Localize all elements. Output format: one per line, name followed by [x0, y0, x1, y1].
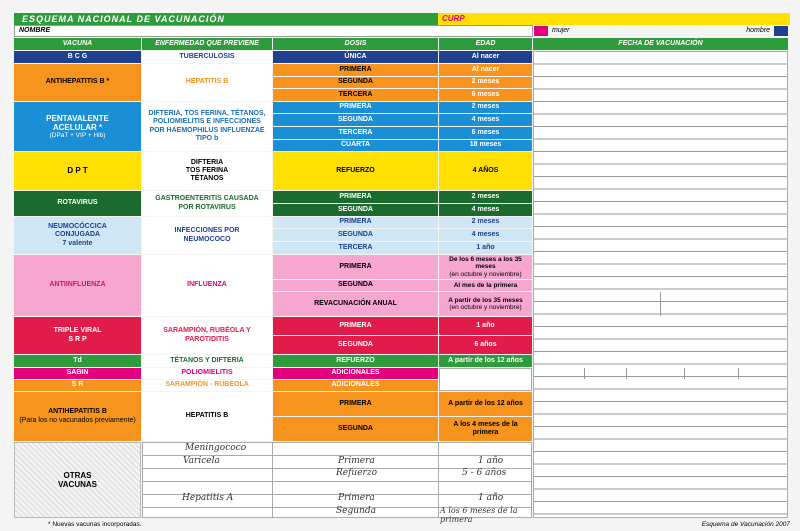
dose-neumo-3: TERCERA	[273, 242, 438, 254]
dose-sabin-1: ADICIONALES	[273, 368, 438, 379]
otras-disease-varicela: Varicela	[183, 456, 220, 466]
vaccine-name-flu: ANTIINFLUENZA	[14, 255, 141, 316]
age-flu-3-sub: (en octubre y noviembre)	[449, 304, 522, 311]
dose-dpt-1: REFUERZO	[273, 152, 438, 190]
age-srp-2: 6 años	[439, 336, 532, 354]
vaccine-name-hepb-adult	[14, 392, 141, 441]
hombre-checkbox[interactable]	[774, 26, 788, 36]
dose-neumo-2: SEGUNDA	[273, 229, 438, 241]
vaccine-name-penta	[14, 102, 141, 151]
vaccine-name-neumo-sub: 7 valente	[62, 239, 93, 247]
dose-bcg-1: ÚNICA	[273, 51, 438, 63]
age-penta-2: 4 meses	[439, 114, 532, 126]
age-flu-1-sub: (en octubre y noviembre)	[449, 270, 522, 278]
dose-rota-1: PRIMERA	[273, 191, 438, 203]
dose-flu-1: PRIMERA	[273, 255, 438, 279]
disease-hepb-adult: HEPATITIS B	[142, 392, 272, 441]
dose-hepb-adult-1: PRIMERA	[273, 392, 438, 416]
header-fecha: FECHA DE VACUNACIÓN	[533, 38, 788, 50]
otras-disease-meningococo: Meningococo	[185, 443, 247, 453]
otras-age-hepa-1: 1 año	[478, 493, 504, 503]
fecha-grid-divider-4	[684, 368, 685, 379]
sabin-age-box[interactable]	[439, 368, 532, 391]
title-bar	[14, 13, 438, 25]
otras-dose-varicela-2: Refuerzo	[336, 468, 378, 478]
dose-sr-1: ADICIONALES	[273, 380, 438, 391]
dose-flu-2: SEGUNDA	[273, 280, 438, 291]
footer-edition: Esquema de Vacunación 2007	[701, 521, 790, 528]
vaccine-name-neumo-main: NEUMOCÓCCICA CONJUGADA	[48, 223, 107, 239]
age-flu-3-main: A partir de los 35 meses	[448, 296, 523, 304]
dose-neumo-1: PRIMERA	[273, 217, 438, 228]
age-hepb-adult-1: A partir de los 12 años	[439, 392, 532, 416]
vaccine-name-sabin: SABIN	[14, 368, 141, 379]
disease-sabin: POLIOMIELITIS	[142, 368, 272, 379]
header-vacuna: VACUNA	[14, 38, 141, 50]
dose-srp-2: SEGUNDA	[273, 336, 438, 354]
card-title: ESQUEMA NACIONAL DE VACUNACIÓN	[22, 14, 225, 24]
age-flu-3	[439, 292, 532, 316]
dose-hepb-2: SEGUNDA	[273, 77, 438, 88]
dose-rota-2: SEGUNDA	[273, 204, 438, 216]
otras-dose-hepa-1: Primera	[338, 493, 375, 503]
dose-hepb-1: PRIMERA	[273, 65, 438, 76]
curp-label: CURP	[442, 14, 465, 23]
disease-flu: INFLUENZA	[142, 255, 272, 316]
otras-col-line-2	[438, 442, 439, 518]
age-hepb-1: 2 meses	[439, 77, 532, 88]
dose-penta-3: TERCERA	[273, 127, 438, 139]
nombre-label: NOMBRE	[19, 27, 51, 34]
vaccine-name-srp	[14, 317, 141, 354]
dose-penta-4: CUARTA	[273, 140, 438, 151]
vaccine-name-bcg: B C G	[14, 51, 141, 63]
disease-sr: SARAMPIÓN - RUBÉOLA	[142, 380, 272, 391]
age-rota-2: 4 meses	[439, 204, 532, 216]
otras-dose-varicela-1: Primera	[338, 456, 375, 466]
disease-penta: DIFTERIA, TOS FERINA, TÉTANOS, POLIOMIELITIS E INFECCIONES POR HAEMOPHILUS INFLUENZAE TIPO b	[142, 102, 272, 151]
dose-penta-2: SEGUNDA	[273, 114, 438, 126]
disease-td: TÉTANOS Y DIFTERIA	[142, 355, 272, 367]
fecha-grid-divider-3	[626, 368, 627, 379]
age-flu-2: Al mes de la primera	[439, 280, 532, 291]
vaccine-name-hepb-adult-main: ANTIHEPATITIS B	[48, 408, 107, 416]
vaccine-name-neumo	[14, 217, 141, 254]
vaccine-name-dpt: D P T	[14, 152, 141, 190]
vaccine-name-hepb: ANTIHEPATITIS B *	[14, 64, 141, 101]
curp-field[interactable]	[438, 13, 790, 25]
vaccine-name-sr: S R	[14, 380, 141, 391]
otras-row-line-3	[142, 481, 532, 482]
disease-srp: SARAMPIÓN, RUBÉOLA Y PAROTIDITIS	[142, 317, 272, 354]
age-rota-1: 2 meses	[439, 191, 532, 203]
mujer-checkbox[interactable]	[534, 26, 548, 36]
otras-age-varicela-1: 1 año	[478, 456, 504, 466]
age-flu-1	[439, 255, 532, 279]
footer-note: * Nuevas vacunas incorporadas.	[48, 521, 142, 528]
age-hepb-0: Al nacer	[439, 64, 532, 76]
fecha-grid-divider-1	[660, 292, 661, 316]
vaccine-name-penta-sub: (DPaT + VIP + Hib)	[49, 131, 106, 139]
age-neumo-1: 2 meses	[439, 217, 532, 228]
fecha-grid-divider-5	[738, 368, 739, 379]
vaccine-name-rota: ROTAVIRUS	[14, 191, 141, 216]
disease-hepb: HEPATITIS B	[142, 64, 272, 101]
fecha-grid[interactable]	[533, 51, 788, 518]
dose-srp-1: PRIMERA	[273, 317, 438, 335]
otras-age-varicela-2: 5 - 6 años	[462, 468, 507, 478]
otras-disease-hepatitis-a: Hepatitis A	[182, 493, 234, 503]
vaccine-name-td: Td	[14, 355, 141, 367]
hombre-label: hombre	[746, 27, 770, 34]
age-bcg-1: Al nacer	[439, 51, 532, 63]
age-flu-1-main: De los 6 meses a los 35 meses	[449, 255, 522, 271]
age-neumo-2: 4 meses	[439, 229, 532, 241]
disease-rota: GASTROENTERITIS CAUSADA POR ROTAVIRUS	[142, 191, 272, 216]
otras-vacunas-label: OTRAS VACUNAS	[14, 442, 141, 518]
header-edad: EDAD	[439, 38, 532, 50]
dose-hepb-adult-2: SEGUNDA	[273, 417, 438, 441]
age-dpt-1: 4 AÑOS	[439, 152, 532, 190]
disease-bcg: TUBERCULOSIS	[142, 51, 272, 63]
dose-penta-1: PRIMERA	[273, 102, 438, 113]
disease-neumo: INFECCIONES POR NEUMOCOCO	[142, 217, 272, 254]
otras-dose-hepa-2: Segunda	[336, 506, 376, 516]
vaccine-name-srp-main: TRIPLE VIRAL	[53, 327, 102, 335]
dose-hepb-3: TERCERA	[273, 89, 438, 101]
age-neumo-3: 1 año	[439, 242, 532, 254]
otras-age-hepa-2: A los 6 meses de la primera	[440, 506, 518, 524]
nombre-field[interactable]	[14, 25, 533, 37]
disease-dpt: DIFTERIA TOS FERINA TÉTANOS	[142, 152, 272, 190]
header-dosis: DOSIS	[273, 38, 438, 50]
mujer-label: mujer	[552, 27, 570, 34]
age-srp-1: 1 año	[439, 317, 532, 335]
fecha-grid-divider-2	[584, 368, 585, 379]
dose-flu-3: REVACUNACIÓN ANUAL	[273, 292, 438, 316]
vaccine-name-hepb-adult-sub: (Para los no vacunados previamente)	[19, 416, 136, 424]
vaccine-name-srp-sub: S R P	[68, 335, 87, 343]
age-penta-1: 2 meses	[439, 102, 532, 113]
age-td-1: A partir de los 12 años	[439, 355, 532, 367]
header-enfermedad: ENFERMEDAD QUE PREVIENE	[142, 38, 272, 50]
age-hepb-adult-2: A los 4 meses de la primera	[439, 417, 532, 441]
age-penta-4: 18 meses	[439, 140, 532, 151]
age-penta-3: 6 meses	[439, 127, 532, 139]
vaccine-name-penta-main: PENTAVALENTE ACELULAR *	[46, 113, 109, 132]
dose-td-1: REFUERZO	[273, 355, 438, 367]
age-hepb-2: 6 meses	[439, 89, 532, 101]
